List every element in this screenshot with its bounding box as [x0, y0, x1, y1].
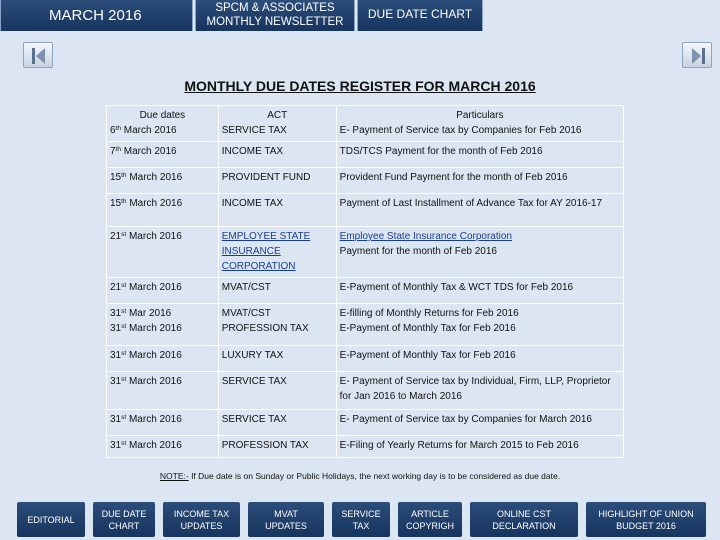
footer-nav: [0, 502, 720, 540]
table-row: [107, 346, 624, 372]
table-cell-act: [218, 227, 336, 278]
esic-act-link[interactable]: EMPLOYEE STATE INSURANCE CORPORATION: [221, 231, 311, 272]
table-cell-act: INCOME TAX: [218, 194, 336, 227]
header-act: ACT: [267, 110, 288, 121]
due-date-chart-tab[interactable]: [357, 0, 483, 31]
table-cell-date: 21st March 2016: [107, 227, 219, 278]
table-cell-particulars: Particulars E- Payment of Service tax by Companies for Feb 2016: [336, 106, 623, 142]
mvat-updates-button[interactable]: MVAT UPDATES: [248, 502, 324, 537]
table-row: [107, 142, 624, 168]
newsletter-tab[interactable]: [195, 0, 355, 31]
next-page-button[interactable]: [682, 42, 712, 68]
table-cell-particulars: E-Filing of Yearly Returns for March 2015 to Feb 2016: [336, 436, 623, 458]
table-row: [107, 436, 624, 458]
article-copyright-button[interactable]: ARTICLE COPYRIGH: [398, 502, 462, 537]
table-cell-act: SERVICE TAX: [218, 410, 336, 436]
month-label: MARCH 2016: [49, 7, 142, 24]
income-tax-updates-button[interactable]: INCOME TAX UPDATES: [163, 502, 240, 537]
header-particulars: Particulars: [456, 110, 504, 121]
table-cell-act: INCOME TAX: [218, 142, 336, 168]
table-cell-act: MVAT/CST PROFESSION TAX: [218, 304, 336, 346]
newsletter-title-line1: SPCM & ASSOCIATES: [215, 2, 335, 14]
online-cst-declaration-button[interactable]: ONLINE CST DECLARATION: [470, 502, 578, 537]
table-cell-date: 31st March 2016: [107, 410, 219, 436]
table-cell-act: PROFESSION TAX: [218, 436, 336, 458]
arrow-right-icon: [683, 43, 713, 69]
table-cell-date: 21st March 2016: [107, 278, 219, 304]
table-row: [107, 227, 624, 278]
table-cell-particulars: E-Payment of Monthly Tax for Feb 2016: [336, 346, 623, 372]
esic-particulars-link[interactable]: Employee State Insurance Corporation: [339, 231, 512, 242]
due-dates-table: [106, 105, 624, 458]
table-cell-act: PROVIDENT FUND: [218, 168, 336, 194]
note-label: NOTE:-: [159, 471, 189, 481]
table-row: [107, 106, 624, 142]
table-cell-date: 15th March 2016: [107, 194, 219, 227]
table-cell-date: 15th March 2016: [107, 168, 219, 194]
table-row: [107, 410, 624, 436]
table-row: [107, 194, 624, 227]
table-row: [107, 168, 624, 194]
union-budget-highlight-button[interactable]: HIGHLIGHT OF UNION BUDGET 2016: [586, 502, 706, 537]
arrow-left-icon: [24, 43, 54, 69]
table-cell-date: 31st Mar 2016 31st March 2016: [107, 304, 219, 346]
header-due-dates: Due dates: [139, 110, 186, 121]
due-date-chart-button[interactable]: DUE DATE CHART: [93, 502, 155, 537]
due-date-note: [0, 471, 720, 481]
newsletter-title-line2: MONTHLY NEWSLETTER: [206, 16, 344, 28]
table-row: [107, 372, 624, 410]
table-cell-particulars: E-Payment of Monthly Tax & WCT TDS for Feb 2016: [336, 278, 623, 304]
service-tax-button[interactable]: SERVICE TAX: [332, 502, 390, 537]
header-bar: [0, 0, 720, 32]
table-cell-particulars: E- Payment of Service tax by Individual, Firm, LLP, Proprietor for Jan 2016 to March 2016: [336, 372, 623, 410]
table-cell-particulars: TDS/TCS Payment for the month of Feb 2016: [336, 142, 623, 168]
table-cell-date: 31st March 2016: [107, 436, 219, 458]
table-cell-particulars: Employee State Insurance Corporation Payment for the month of Feb 2016: [336, 227, 623, 278]
table-cell-date: 31st March 2016: [107, 372, 219, 410]
month-tab[interactable]: [0, 0, 193, 31]
table-cell-particulars: Provident Fund Payment for the month of Feb 2016: [336, 168, 623, 194]
table-cell-date: Due dates 6th March 2016: [107, 106, 219, 142]
table-cell-date: 7th March 2016: [107, 142, 219, 168]
table-cell-particulars: Payment of Last Installment of Advance Tax for AY 2016-17: [336, 194, 623, 227]
table-cell-date: 31st March 2016: [107, 346, 219, 372]
editorial-button[interactable]: EDITORIAL: [17, 502, 85, 537]
table-cell-act: MVAT/CST: [218, 278, 336, 304]
table-cell-act: SERVICE TAX: [218, 372, 336, 410]
table-row: [107, 278, 624, 304]
table-cell-particulars: E-filling of Monthly Returns for Feb 2016 E-Payment of Monthly Tax for Feb 2016: [336, 304, 623, 346]
table-cell-act: ACT SERVICE TAX: [218, 106, 336, 142]
previous-page-button[interactable]: [23, 42, 53, 68]
table-row: [107, 304, 624, 346]
note-text: If Due date is on Sunday or Public Holidays, the next working day is to be considered as due date.: [188, 471, 561, 481]
table-cell-particulars: E- Payment of Service tax by Companies for March 2016: [336, 410, 623, 436]
page-title: MONTHLY DUE DATES REGISTER FOR MARCH 2016: [184, 78, 536, 94]
table-cell-act: LUXURY TAX: [218, 346, 336, 372]
due-date-chart-label: DUE DATE CHART: [367, 7, 473, 21]
